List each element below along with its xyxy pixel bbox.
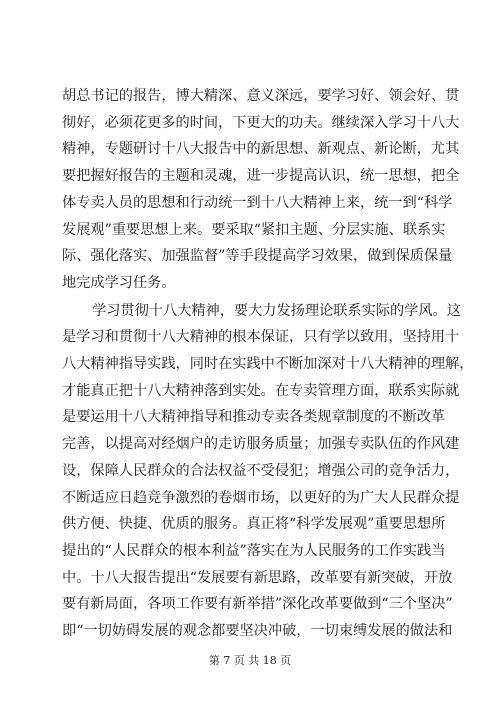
text-line: 际、强化落实、加强监督”等手段提高学习效果，做到保质保量 <box>62 248 453 265</box>
text-line: 精神，专题研讨十八大报告中的新思想、新观点、新论断，尤其 <box>62 141 460 158</box>
text-line: 才能真正把十八大精神落到实处。在专卖管理方面，联系实际就 <box>62 382 460 399</box>
text-line: 胡总书记的报告，博大精深、意义深远，要学习好、领会好、贯 <box>62 88 460 104</box>
text-line: 即“一切妨碍发展的观念都要坚决冲破，一切束缚发展的做法和 <box>62 623 453 639</box>
text-line: 供方便、快捷、优质的服务。真正将“科学发展观”重要思想所 <box>62 516 446 533</box>
text-line: 是学习和贯彻十八大精神的根本保证，只有学以致用，坚持用十 <box>62 329 460 346</box>
paragraph-first-line: 学习贯彻十八大精神，要大力发扬理论联系实际的学风。这 <box>92 302 461 319</box>
text-line: 中。十八大报告提出“发展要有新思路，改革要有新突破，开放 <box>62 569 453 586</box>
text-line: 完善，以提高对经烟户的走访服务质量；加强专卖队伍的作风建 <box>62 436 460 453</box>
text-line: 彻好，必须花更多的时间，下更大的功夫。继续深入学习十八大 <box>62 114 460 131</box>
text-line: 体专卖人员的思想和行动统一到十八大精神上来，统一到“科学 <box>62 194 453 211</box>
page-footer: 第 7 页 共 18 页 <box>208 654 292 667</box>
text-line: 是要运用十八大精神指导和推动专卖各类规章制度的不断改革 <box>62 409 446 426</box>
text-line: 不断适应日趋竞争激烈的卷烟市场，以更好的为广大人民群众提 <box>62 489 460 506</box>
text-line: 发展观”重要思想上来。要采取“紧扣主题、分层实施、联系实 <box>62 221 446 238</box>
text-line: 要把握好报告的主题和灵魂，进一步提高认识，统一思想，把全 <box>62 168 460 185</box>
text-line: 地完成学习任务。 <box>62 274 176 291</box>
text-line: 要有新局面，各项工作要有新举措”深化改革要做到“三个坚决” <box>62 596 453 613</box>
text-line: 提出的“人民群众的根本利益”落实在为人民服务的工作实践当 <box>62 542 446 559</box>
text-line: 设，保障人民群众的合法权益不受侵犯；增强公司的竞争活力， <box>62 462 460 479</box>
text-line: 八大精神指导实践，同时在实践中不断加深对十八大精神的理解， <box>62 356 474 372</box>
